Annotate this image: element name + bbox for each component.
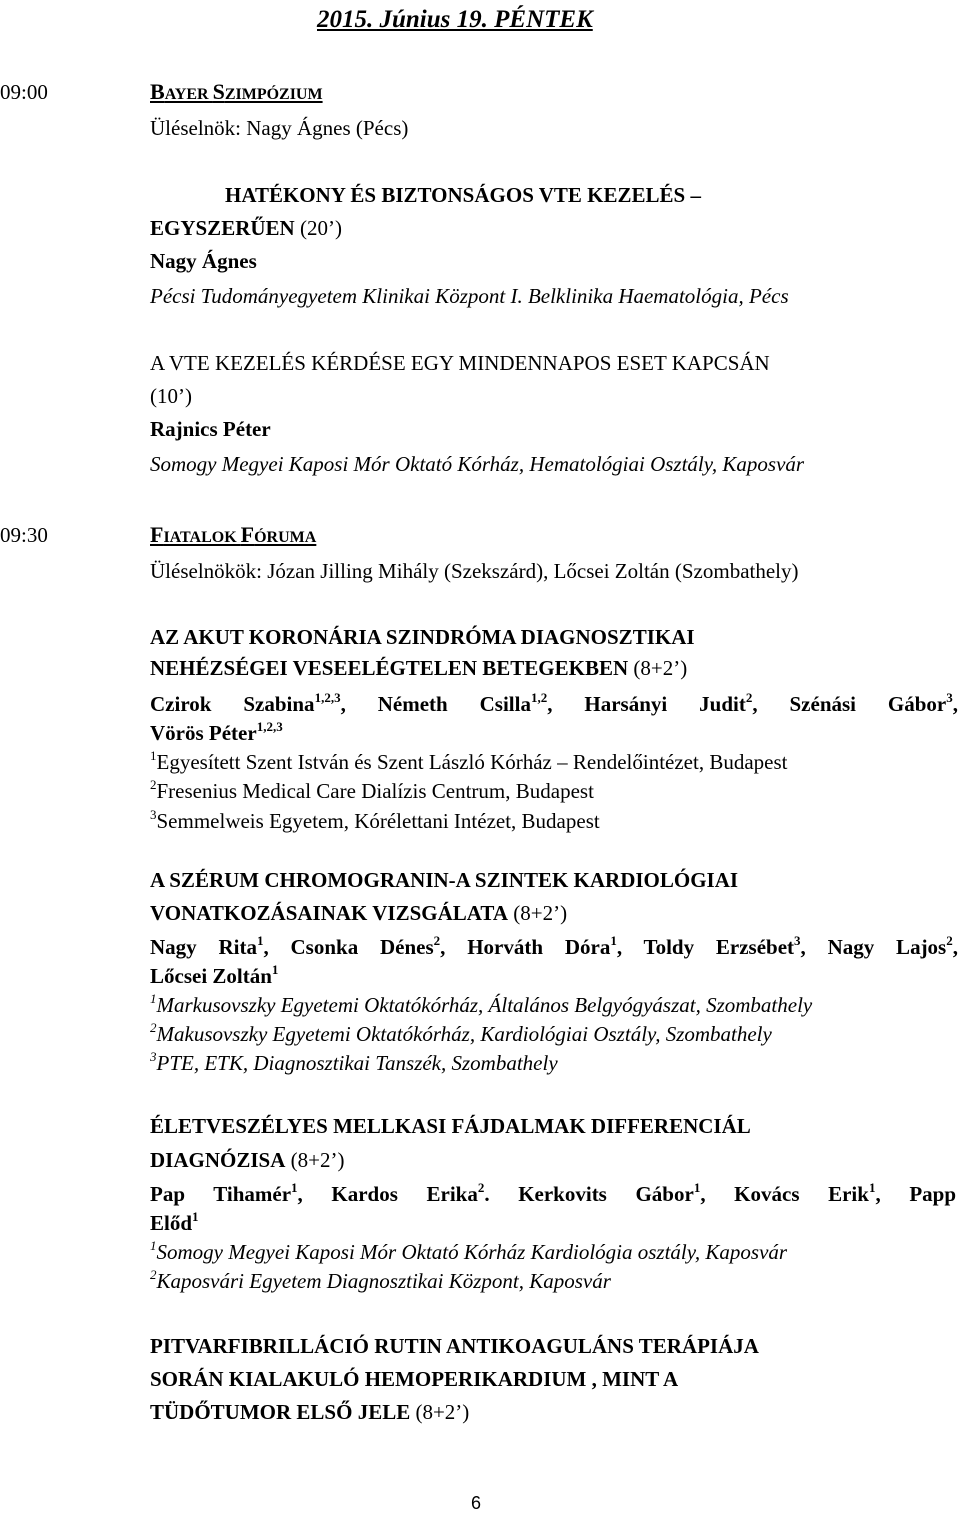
talk-affiliation: $^1$Somogy Megyei Kaposi Mór Oktató Kórház Kardiológia osztály, Kaposvár: [150, 1238, 788, 1264]
talk-title: VONATKOZÁSAINAK VIZSGÁLATA (8+2’): [150, 901, 568, 925]
talk-authors: Előd$^1$: [150, 1209, 199, 1235]
talk-affiliation: $^3$Semmelweis Egyetem, Kórélettani Intézet, Budapest: [150, 807, 600, 833]
talk-title: EGYSZERŰEN (20’): [150, 216, 342, 240]
session-title: FIATALOK FÓRUMA: [150, 522, 317, 547]
talk-title: A SZÉRUM CHROMOGRANIN-A SZINTEK KARDIOLÓGIAI: [150, 868, 739, 892]
talk-authors: Czirok Szabina$^{1,2,3}$, Németh Csilla$^{1,2}$, Harsányi Judit$^2$, Szénási Gábor$^3$,: [150, 690, 958, 716]
talk-authors: Vörös Péter$^{1,2,3}$: [150, 719, 283, 745]
talk-title: NEHÉZSÉGEI VESEELÉGTELEN BETEGEKBEN (8+2’): [150, 656, 688, 680]
talk-affiliation: $^2$Kaposvári Egyetem Diagnosztikai Központ, Kaposvár: [150, 1267, 611, 1293]
talk-authors: Lőcsei Zoltán$^1$: [150, 962, 279, 988]
page-number: 6: [471, 1493, 482, 1513]
talk-authors: Pap Tihamér$^1$, Kardos Erika$^2$. Kerkovits Gábor$^1$, Kovács Erik$^1$, Papp: [150, 1180, 956, 1206]
talk-affiliation: $^1$Egyesített Szent István és Szent László Kórház – Rendelőintézet, Budapest: [150, 748, 788, 774]
talk-title: TÜDŐTUMOR ELSŐ JELE (8+2’): [150, 1400, 470, 1424]
session-chair: Üléselnök: Nagy Ágnes (Pécs): [150, 116, 409, 140]
talk-affiliation: $^2$Fresenius Medical Care Dialízis Centrum, Budapest: [150, 777, 594, 803]
talk-affiliation: $^1$Markusovszky Egyetemi Oktatókórház, Általános Belgyógyászat, Szombathely: [150, 991, 813, 1017]
talk-affiliation: Pécsi Tudományegyetem Klinikai Központ I. Belklinika Haematológia, Pécs: [150, 284, 789, 308]
talk-title: SORÁN KIALAKULÓ HEMOPERIKARDIUM , MINT A: [150, 1367, 679, 1391]
talk-author: Rajnics Péter: [150, 417, 271, 441]
page-title: 2015. Június 19. PÉNTEK: [317, 6, 593, 33]
talk-affiliation: Somogy Megyei Kaposi Mór Oktató Kórház, Hematológiai Osztály, Kaposvár: [150, 452, 805, 476]
talk-author: Nagy Ágnes: [150, 249, 257, 273]
talk-authors: Nagy Rita$^1$, Csonka Dénes$^2$, Horváth Dóra$^1$, Toldy Erzsébet$^3$, Nagy Lajos$^2$,: [150, 933, 958, 959]
talk-title: HATÉKONY ÉS BIZTONSÁGOS VTE KEZELÉS –: [225, 183, 701, 207]
talk-duration: (10’): [150, 384, 192, 408]
talk-title: A VTE KEZELÉS KÉRDÉSE EGY MINDENNAPOS ESET KAPCSÁN: [150, 351, 770, 375]
talk-title: AZ AKUT KORONÁRIA SZINDRÓMA DIAGNOSZTIKAI: [150, 625, 695, 649]
talk-title: PITVARFIBRILLÁCIÓ RUTIN ANTIKOAGULÁNS TERÁPIÁJA: [150, 1334, 759, 1358]
session-title: BAYER SZIMPÓZIUM: [150, 79, 323, 104]
session-time: 09:30: [0, 523, 48, 547]
talk-affiliation: $^2$Makusovszky Egyetemi Oktatókórház, Kardiológiai Osztály, Szombathely: [150, 1020, 772, 1046]
talk-title: DIAGNÓZISA (8+2’): [150, 1148, 345, 1172]
session-time: 09:00: [0, 80, 48, 104]
session-chair: Üléselnökök: Józan Jilling Mihály (Szekszárd), Lőcsei Zoltán (Szombathely): [150, 559, 799, 583]
talk-title: ÉLETVESZÉLYES MELLKASI FÁJDALMAK DIFFERENCIÁL: [150, 1114, 751, 1138]
talk-affiliation: $^3$PTE, ETK, Diagnosztikai Tanszék, Szombathely: [150, 1049, 558, 1075]
